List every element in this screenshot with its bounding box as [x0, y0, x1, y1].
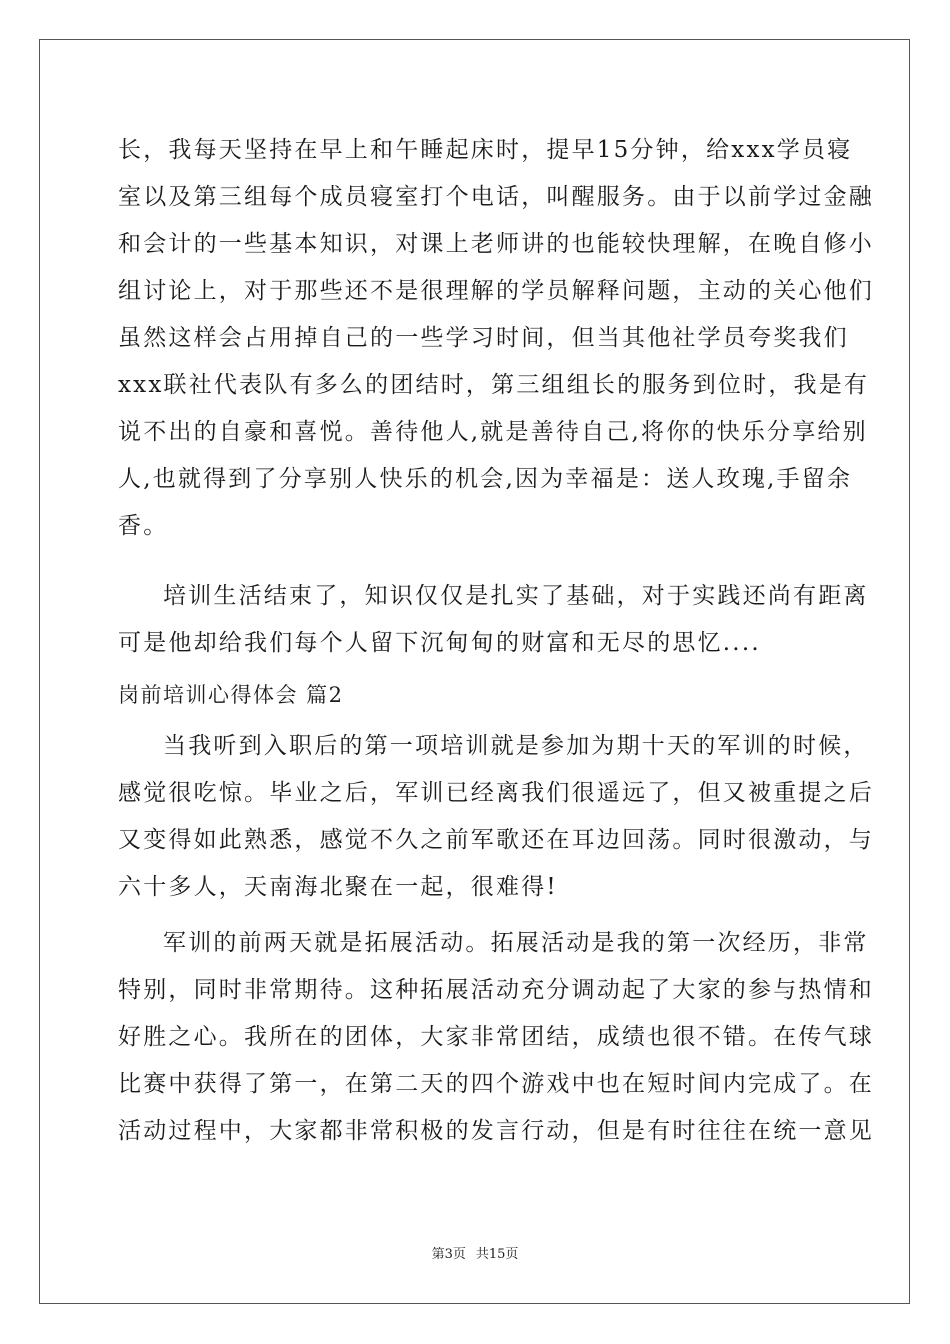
text-line-9: 香。: [118, 513, 169, 539]
text-line-15: 又变得如此熟悉，感觉不久之前军歌还在耳边回荡。同时很激动，与: [118, 827, 874, 853]
text-line-13: 当我听到入职后的第一项培训就是参加为期十天的军训的时候，: [163, 733, 869, 759]
text-line-17: 军训的前两天就是拓展活动。拓展活动是我的第一次经历，非常: [163, 930, 869, 956]
text-line-21: 活动过程中，大家都非常积极的发言行动，但是有时往往在统一意见: [118, 1118, 874, 1144]
section-heading: 岗前培训心得体会 篇2: [118, 683, 344, 707]
page-footer: [0, 1246, 950, 1264]
text-line-20: 比赛中获得了第一，在第二天的四个游戏中也在短时间内完成了。在: [118, 1071, 874, 1097]
text-line-1: 长，我每天坚持在早上和午睡起床时，提早15分钟，给xxx学员寝: [118, 137, 853, 163]
page-number: 第3页: [431, 1247, 466, 1262]
text-line-11: 可是他却给我们每个人留下沉甸甸的财富和无尽的思忆....: [118, 630, 761, 656]
text-line-7: 说不出的自豪和喜悦。善待他人,就是善待自己,将你的快乐分享给别: [118, 419, 868, 445]
text-line-6: xxx联社代表队有多么的团结时，第三组组长的服务到位时，我是有: [118, 372, 870, 398]
text-line-2: 室以及第三组每个成员寝室打个电话，叫醒服务。由于以前学过金融: [118, 184, 874, 210]
text-line-3: 和会计的一些基本知识，对课上老师讲的也能较快理解，在晚自修小: [118, 231, 874, 257]
text-line-18: 特别，同时非常期待。这种拓展活动充分调动起了大家的参与热情和: [118, 977, 874, 1003]
text-line-5: 虽然这样会占用掉自己的一些学习时间，但当其他社学员夸奖我们: [118, 325, 849, 351]
text-line-16: 六十多人，天南海北聚在一起，很难得!: [118, 874, 558, 900]
page-total: 共15页: [475, 1247, 519, 1262]
text-line-10: 培训生活结束了，知识仅仅是扎实了基础，对于实践还尚有距离: [163, 583, 869, 609]
text-line-8: 人,也就得到了分享别人快乐的机会,因为幸福是：送人玫瑰,手留余: [118, 466, 853, 492]
text-line-19: 好胜之心。我所在的团体，大家非常团结，成绩也很不错。在传气球: [118, 1024, 874, 1050]
text-line-14: 感觉很吃惊。毕业之后，军训已经离我们很遥远了，但又被重提之后: [118, 780, 874, 806]
text-line-4: 组讨论上，对于那些还不是很理解的学员解释问题，主动的关心他们: [118, 278, 874, 304]
